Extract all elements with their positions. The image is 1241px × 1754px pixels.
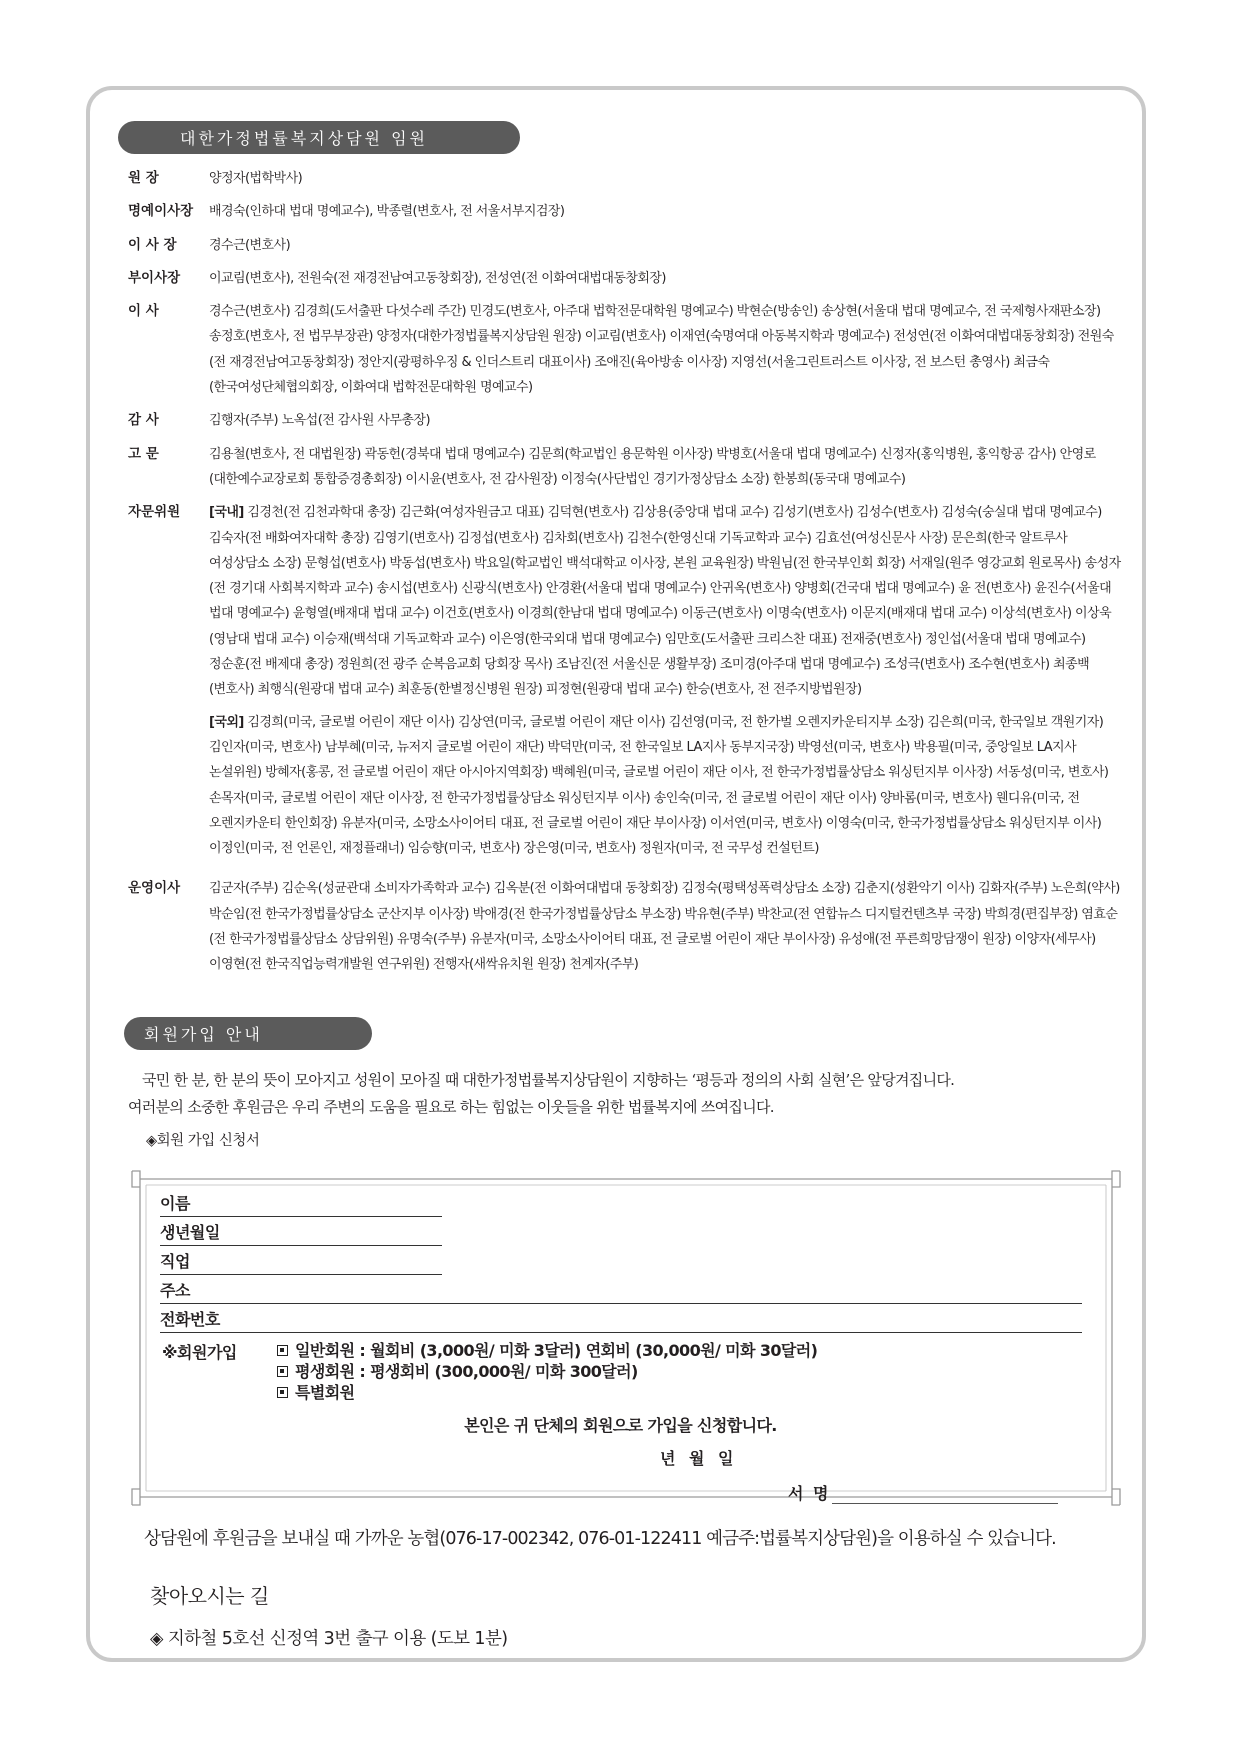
roster-row bbox=[128, 233, 1124, 258]
overseas-list: 김경희(미국, 글로벌 어린이 재단 이사) 김상연(미국, 글로벌 어린이 재단 이사) 김선영(미국, 전 한가벌 오렌지카운티지부 소장) 김은희(미국, 한국일보 객원기자) 김인자(미국, 변호사) 남부혜(미국, 뉴저지 글로벌 어린이 재단) 박덕만(미국, 전 한국일보 LA지사 동부지국장) 박영선(미국, 변호사) 박용필(미국, 중앙일보 LA지사 논설위원) 방혜자(홍콩, 전 글로벌 어린이 재단 아시아지역회장) 백혜원(미국, 글로벌 어린이 재단 이사, 전 한국가정법률상담소 워싱턴지부 이사장) 서동성(미국, 변호사) 손목자(미국, 글로벌 어린이 재단 이사장, 전 한국가정법률상담소 워싱턴지부 이사) 송인숙(미국, 전 글로벌 어린이 재단 이사) 양바롬(미국, 변호사) 웬디유(미국, 전 오렌지카운티 한인회장) 유분자(미국, 소망소사이어티 대표, 전 글로벌 어린이 재단 부이사장) 이서연(미국, 변호사) 이영숙(미국, 한국가정법률상담소 워싱턴지부 이사) 이정인(미국, 전 언론인, 재정플래너) 임승향(미국, 변호사) 장은영(미국, 변호사) 정원자(미국, 전 국무성 컨설턴트) bbox=[209, 714, 1109, 857]
membership-options bbox=[277, 1340, 817, 1403]
roster-row bbox=[128, 500, 1124, 868]
option-label: 특별회원 bbox=[295, 1383, 355, 1402]
birth-field[interactable] bbox=[160, 1222, 220, 1244]
roster-row bbox=[128, 408, 1124, 433]
birth-underline bbox=[160, 1245, 442, 1246]
job-underline bbox=[160, 1274, 442, 1275]
option-label: 평생회원 : 평생회비 (300,000원/ 미화 300달러) bbox=[295, 1362, 638, 1381]
name-underline bbox=[160, 1216, 442, 1217]
roster-row bbox=[128, 266, 1124, 291]
directions-title: 찾아오시는 길 bbox=[150, 1584, 269, 1608]
role-members: 양정자(법학박사) bbox=[209, 171, 303, 186]
domestic-advisors bbox=[209, 500, 1124, 702]
role-members: 이교림(변호사), 전원숙(전 재경전남여고동창회장), 전성연(전 이화여대법대동창회장) bbox=[209, 270, 666, 286]
officer-roster bbox=[128, 166, 1124, 986]
domestic-list: 김경천(전 김천과학대 총장) 김근화(여성자원금고 대표) 김덕현(변호사) 김상용(중앙대 법대 교수) 김성기(변호사) 김성수(변호사) 김성숙(숭실대 법대 명예교수) 김숙자(전 배화여자대학 총장) 김영기(변호사) 김정섭(변호사) 김차회(변호사) 김천수(한영신대 기독교학과 교수) 김효선(여성신문사 사장) 문은희(한국 알트루사 여성상담소 소장) 문형섭(변호사) 박동섭(변호사) 박요일(학교법인 백석대학교 이사장, 본원 교육원장) 박원님(전 한국부인회 회장) 서재일(원주 영강교회 원로목사) 송성자(전 경기대 사회복지학과 교수) 송시섭(변호사) 신광식(변호사) 안경환(서울대 법대 명예교수) 안귀옥(변호사) 양병회(건국대 법대 명예교수) 윤 전(변호사) 윤진수(서울대 법대 명예교수) 윤형열(배재대 법대 교수) 이건호(변호사) 이경희(한남대 법대 명예교수) 이동근(변호사) 이명숙(변호사) 이문지(배재대 법대 교수) 이상석(변호사) 이상욱(영남대 법대 교수) 이승재(백석대 기독교학과 교수) 이은영(한국외대 법대 명예교수) 임만호(도서출판 크리스찬 대표) 전재중(변호사) 정인섭(서울대 법대 명예교수) 정순훈(전 배제대 총장) 정원희(전 광주 순복음교회 당회장 목사) 조남진(전 서울신문 생활부장) 조미경(아주대 법대 명예교수) 조성극(변호사) 조수현(변호사) 최종백(변호사) 최행식(원광대 법대 교수) 최훈동(한별정신병원 원장) 피정현(원광대 법대 교수) 한승(변호사, 전 전주지방법원장) bbox=[209, 505, 1121, 698]
address-underline bbox=[160, 1303, 1082, 1304]
roster-row bbox=[128, 166, 1124, 191]
option-label: 일반회원 : 월회비 (3,000원/ 미화 3달러) 연회비 (30,000원/ 미화 30달러) bbox=[295, 1341, 818, 1360]
checkbox-icon[interactable] bbox=[277, 1387, 288, 1398]
phone-field[interactable] bbox=[160, 1309, 220, 1331]
phone-underline bbox=[160, 1332, 1082, 1333]
role-label: 원 장 bbox=[128, 170, 159, 186]
membership-intro bbox=[128, 1067, 1128, 1121]
intro-line: 여러분의 소중한 후원금은 우리 주변의 도움을 필요로 하는 힘없는 이웃들을 위한 법률복지에 쓰여집니다. bbox=[128, 1098, 774, 1116]
name-label: 이름 bbox=[160, 1194, 190, 1213]
roster-row bbox=[128, 876, 1124, 977]
option-regular[interactable] bbox=[277, 1340, 817, 1361]
role-label: 이 사 장 bbox=[128, 236, 177, 253]
role-members: 김군자(주부) 김순옥(성균관대 소비자가족학과 교수) 김옥분(전 이화여대법대 동창회장) 김정숙(평택성폭력상담소 소장) 김춘지(성환악기 이사) 김화자(주부) 노은희(약사) 박순임(전 한국가정법률상담소 군산지부 이사장) 박애경(전 한국가정법률상담소 부소장) 박유현(주부) 박찬교(전 연합뉴스 디지털컨텐츠부 국장) 박희경(편집부장) 염효순(전 한국가정법률상담소 상담위원) 유명숙(주부) 유분자(미국, 소망소사이어티 대표, 전 글로벌 어린이 재단 부이사장) 유성애(전 푸른희망담쟁이 원장) 이양자(세무사) 이영현(전 한국직업능력개발원 연구위원) 전행자(새싹유치원 원장) 천계자(주부) bbox=[209, 881, 1120, 973]
role-label: 운영이사 bbox=[128, 880, 181, 897]
option-special[interactable] bbox=[277, 1382, 817, 1403]
role-members: 김행자(주부) 노옥섭(전 감사원 사무총장) bbox=[209, 413, 430, 429]
pledge-statement: 본인은 귀 단체의 회원으로 가입을 신청합니다. bbox=[464, 1416, 777, 1435]
checkbox-icon[interactable] bbox=[277, 1345, 288, 1356]
form-label: ◈회원 가입 신청서 bbox=[146, 1133, 260, 1149]
role-label: 고 문 bbox=[128, 445, 159, 462]
role-members: 배경숙(인하대 법대 명예교수), 박종렬(변호사, 전 서울서부지검장) bbox=[209, 204, 565, 220]
address-label: 주소 bbox=[160, 1281, 190, 1300]
roster-row bbox=[128, 442, 1124, 493]
birth-label: 생년월일 bbox=[160, 1223, 220, 1242]
option-lifetime[interactable] bbox=[277, 1361, 817, 1382]
membership-label: ※회원가입 bbox=[162, 1343, 237, 1362]
directions-text: ◈ 지하철 5호선 신정역 3번 출구 이용 (도보 1분) bbox=[150, 1629, 508, 1649]
role-label: 명예이사장 bbox=[128, 203, 194, 220]
role-members bbox=[209, 500, 1124, 868]
address-field[interactable] bbox=[160, 1280, 190, 1302]
name-field[interactable] bbox=[160, 1193, 190, 1215]
role-label: 자문위원 bbox=[128, 504, 181, 521]
overseas-advisors bbox=[209, 710, 1124, 862]
role-members: 경수근(변호사) 김경희(도서출판 다섯수레 주간) 민경도(변호사, 아주대 법학전문대학원 명예교수) 박현순(방송인) 송상현(서울대 법대 명예교수, 전 국제형사재판소장) 송정호(변호사, 전 법무부장관) 양정자(대한가정법률복지상담원 원장) 이교림(변호사) 이재연(숙명여대 아동복지학과 명예교수) 전성연(전 이화여대법대동창회장) 전원숙(전 재경전남여고동창회장) 정안지(광평하우징 & 인더스트리 대표이사) 조애진(육아방송 이사장) 지영선(서울그린트러스트 이사장, 전 보스턴 총영사) 최금숙(한국여성단체협의회장, 이화여대 법학전문대학원 명예교수) bbox=[209, 304, 1114, 396]
overseas-label: [국외] bbox=[209, 714, 244, 730]
roster-row bbox=[128, 199, 1124, 224]
signature-label: 서 명 bbox=[788, 1484, 831, 1503]
roster-row bbox=[128, 299, 1124, 400]
job-field[interactable] bbox=[160, 1251, 190, 1273]
role-members: 경수근(변호사) bbox=[209, 237, 291, 253]
section-header-officers: 대한가정법률복지상담원 임원 bbox=[118, 121, 520, 154]
checkbox-icon[interactable] bbox=[277, 1366, 288, 1377]
signature-underline[interactable] bbox=[832, 1503, 1058, 1504]
intro-line: 국민 한 분, 한 분의 뜻이 모아지고 성원이 모아질 때 대한가정법률복지상담원이 지향하는 ‘평등과 정의의 사회 실현’은 앞당겨집니다. bbox=[142, 1071, 955, 1089]
domestic-label: [국내] bbox=[209, 505, 244, 521]
role-label: 부이사장 bbox=[128, 269, 181, 286]
phone-label: 전화번호 bbox=[160, 1310, 220, 1329]
donation-account-info: 상담원에 후원금을 보내실 때 가까운 농협(076-17-002342, 076-01-122411 예금주:법률복지상담원)을 이용하실 수 있습니다. bbox=[144, 1529, 1056, 1549]
date-line: 년 월 일 bbox=[660, 1449, 738, 1468]
section-header-membership: 회원가입 안내 bbox=[124, 1017, 372, 1050]
role-members: 김용철(변호사, 전 대법원장) 곽동헌(경북대 법대 명예교수) 김문희(학교법인 용문학원 이사장) 박병호(서울대 법대 명예교수) 신정자(홍익병원, 홍익항공 감사) 안영로(대한예수교장로회 통합증경총회장) 이시윤(변호사, 전 감사원장) 이정숙(사단법인 경기가정상담소 소장) 한봉희(동국대 명예교수) bbox=[209, 446, 1096, 487]
role-label: 감 사 bbox=[128, 412, 159, 429]
role-label: 이 사 bbox=[128, 303, 159, 320]
job-label: 직업 bbox=[160, 1252, 190, 1271]
